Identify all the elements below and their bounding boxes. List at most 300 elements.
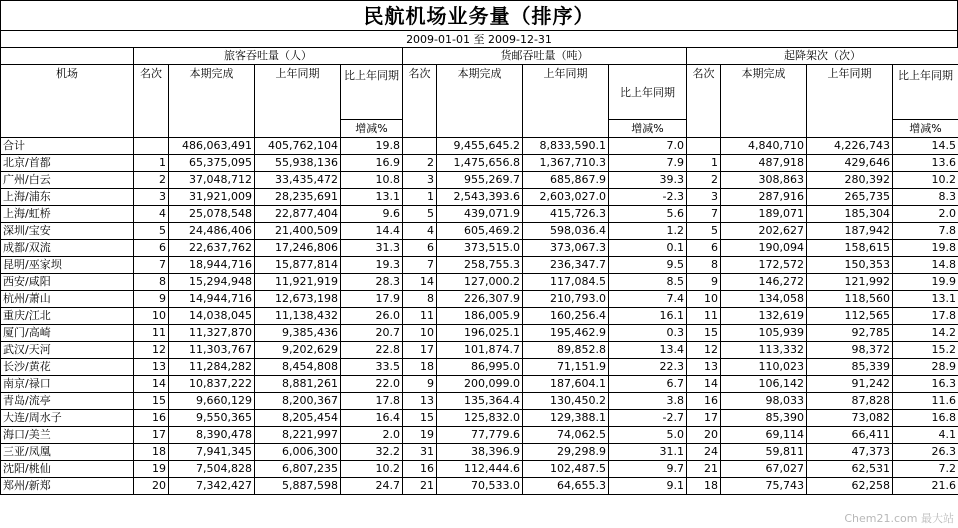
cargo-lastyear-cell: 1,367,710.3 [523,155,609,172]
passenger-change-cell: 17.8 [341,393,403,410]
passenger-current-cell: 486,063,491 [169,138,255,155]
flights-rank-cell: 15 [687,325,721,342]
cargo-rank-cell: 1 [403,189,437,206]
cargo-compare-header: 比上年同期 [609,65,687,120]
cargo-current-cell: 200,099.0 [437,376,523,393]
flights-lastyear-cell: 4,226,743 [807,138,893,155]
flights-current-cell: 146,272 [721,274,807,291]
airport-header: 机场 [1,65,134,138]
passenger-change-cell: 2.0 [341,427,403,444]
cargo-rank-cell: 5 [403,206,437,223]
flights-lastyear-cell: 62,531 [807,461,893,478]
cargo-lastyear-cell: 102,487.5 [523,461,609,478]
cargo-lastyear-cell: 187,604.1 [523,376,609,393]
table-row [1,223,958,240]
flights-lastyear-cell: 66,411 [807,427,893,444]
cargo-rank-header: 名次 [403,65,437,138]
passenger-lastyear-cell: 55,938,136 [255,155,341,172]
flights-change-cell: 28.9 [893,359,958,376]
cargo-current-cell: 439,071.9 [437,206,523,223]
airport-name-cell: 上海/虹桥 [1,206,134,223]
cargo-current-cell: 1,475,656.8 [437,155,523,172]
passenger-lastyear-cell: 21,400,509 [255,223,341,240]
table-row [1,427,958,444]
airport-name-cell: 武汉/天河 [1,342,134,359]
passenger-pct-header: 增减% [341,120,403,138]
cargo-lastyear-cell: 71,151.9 [523,359,609,376]
flights-change-cell: 17.8 [893,308,958,325]
flights-rank-cell: 9 [687,274,721,291]
table-row [1,325,958,342]
passenger-current-cell: 37,048,712 [169,172,255,189]
table-row [1,308,958,325]
cargo-change-cell: 7.9 [609,155,687,172]
airport-name-cell: 南京/禄口 [1,376,134,393]
passenger-change-cell: 26.0 [341,308,403,325]
passenger-rank-cell: 18 [134,444,169,461]
flights-lastyear-cell: 98,372 [807,342,893,359]
passenger-group-header: 旅客吞吐量（人） [134,48,403,65]
cargo-rank-cell: 31 [403,444,437,461]
passenger-lastyear-cell: 8,221,997 [255,427,341,444]
passenger-current-cell: 9,660,129 [169,393,255,410]
cargo-current-cell: 127,000.2 [437,274,523,291]
cargo-current-cell: 9,455,645.2 [437,138,523,155]
flights-change-cell: 14.8 [893,257,958,274]
flights-lastyear-header: 上年同期 [807,65,893,138]
passenger-current-cell: 7,342,427 [169,478,255,495]
cargo-rank-cell: 13 [403,393,437,410]
passenger-change-cell: 16.9 [341,155,403,172]
passenger-rank-cell: 15 [134,393,169,410]
cargo-change-cell: 3.8 [609,393,687,410]
passenger-rank-cell: 10 [134,308,169,325]
cargo-current-cell: 125,832.0 [437,410,523,427]
passenger-rank-cell: 20 [134,478,169,495]
cargo-pct-header: 增减% [609,120,687,138]
passenger-change-cell: 22.8 [341,342,403,359]
passenger-lastyear-cell: 8,454,808 [255,359,341,376]
cargo-rank-cell: 3 [403,172,437,189]
cargo-lastyear-cell: 130,450.2 [523,393,609,410]
passenger-rank-cell: 3 [134,189,169,206]
cargo-change-cell: 1.2 [609,223,687,240]
passenger-lastyear-cell: 33,435,472 [255,172,341,189]
flights-rank-cell: 24 [687,444,721,461]
flights-lastyear-cell: 280,392 [807,172,893,189]
cargo-change-cell: 0.1 [609,240,687,257]
passenger-current-cell: 22,637,762 [169,240,255,257]
passenger-change-cell: 10.2 [341,461,403,478]
passenger-current-cell: 10,837,222 [169,376,255,393]
passenger-current-cell: 14,944,716 [169,291,255,308]
table-row [1,240,958,257]
passenger-current-cell: 65,375,095 [169,155,255,172]
table-row [1,410,958,427]
cargo-lastyear-cell: 210,793.0 [523,291,609,308]
cargo-change-cell: 13.4 [609,342,687,359]
airport-name-cell: 厦门/高崎 [1,325,134,342]
passenger-change-cell: 33.5 [341,359,403,376]
airport-name-cell: 大连/周水子 [1,410,134,427]
flights-lastyear-cell: 265,735 [807,189,893,206]
table-row [1,393,958,410]
airport-name-cell: 杭州/萧山 [1,291,134,308]
flights-rank-cell: 6 [687,240,721,257]
cargo-lastyear-cell: 2,603,027.0 [523,189,609,206]
table-row [1,291,958,308]
cargo-rank-cell: 6 [403,240,437,257]
flights-current-cell: 110,023 [721,359,807,376]
table-row [1,189,958,206]
cargo-current-cell: 86,995.0 [437,359,523,376]
table-row [1,478,958,495]
flights-current-header: 本期完成 [721,65,807,138]
flights-lastyear-cell: 47,373 [807,444,893,461]
cargo-rank-cell: 2 [403,155,437,172]
airport-name-cell: 成都/双流 [1,240,134,257]
cargo-change-cell: -2.3 [609,189,687,206]
flights-current-cell: 105,939 [721,325,807,342]
flights-rank-header: 名次 [687,65,721,138]
passenger-current-cell: 15,294,948 [169,274,255,291]
cargo-rank-cell: 14 [403,274,437,291]
passenger-current-cell: 11,303,767 [169,342,255,359]
flights-current-cell: 4,840,710 [721,138,807,155]
cargo-lastyear-header: 上年同期 [523,65,609,138]
flights-change-cell: 13.1 [893,291,958,308]
table-row [1,138,958,155]
airport-name-cell: 郑州/新郑 [1,478,134,495]
flights-change-cell: 10.2 [893,172,958,189]
flights-change-cell: 14.5 [893,138,958,155]
passenger-rank-cell: 13 [134,359,169,376]
flights-lastyear-cell: 85,339 [807,359,893,376]
flights-change-cell: 13.6 [893,155,958,172]
table-row [1,359,958,376]
cargo-lastyear-cell: 74,062.5 [523,427,609,444]
flights-change-cell: 7.8 [893,223,958,240]
passenger-rank-cell: 11 [134,325,169,342]
cargo-current-cell: 605,469.2 [437,223,523,240]
flights-lastyear-cell: 158,615 [807,240,893,257]
cargo-change-cell: 8.5 [609,274,687,291]
flights-lastyear-cell: 185,304 [807,206,893,223]
cargo-rank-cell: 19 [403,427,437,444]
passenger-current-cell: 7,504,828 [169,461,255,478]
cargo-rank-cell: 10 [403,325,437,342]
flights-change-cell: 2.0 [893,206,958,223]
passenger-current-cell: 11,327,870 [169,325,255,342]
flights-lastyear-cell: 429,646 [807,155,893,172]
cargo-change-cell: 0.3 [609,325,687,342]
airport-name-cell: 海口/美兰 [1,427,134,444]
table-row [1,461,958,478]
airport-name-cell: 青岛/流亭 [1,393,134,410]
cargo-current-cell: 2,543,393.6 [437,189,523,206]
flights-change-cell: 7.2 [893,461,958,478]
cargo-current-cell: 112,444.6 [437,461,523,478]
airport-traffic-table [0,47,958,495]
passenger-lastyear-cell: 8,881,261 [255,376,341,393]
passenger-lastyear-cell: 8,200,367 [255,393,341,410]
passenger-rank-cell: 4 [134,206,169,223]
passenger-change-cell: 19.8 [341,138,403,155]
cargo-rank-cell: 7 [403,257,437,274]
cargo-lastyear-cell: 195,462.9 [523,325,609,342]
flights-rank-cell: 2 [687,172,721,189]
passenger-change-cell: 13.1 [341,189,403,206]
passenger-change-cell: 24.7 [341,478,403,495]
cargo-change-cell: -2.7 [609,410,687,427]
passenger-lastyear-cell: 15,877,814 [255,257,341,274]
passenger-rank-cell [134,138,169,155]
cargo-current-cell: 373,515.0 [437,240,523,257]
table-row [1,206,958,223]
cargo-lastyear-cell: 236,347.7 [523,257,609,274]
cargo-group-header: 货邮吞吐量（吨） [403,48,687,65]
flights-rank-cell: 21 [687,461,721,478]
passenger-lastyear-cell: 22,877,404 [255,206,341,223]
flights-lastyear-cell: 87,828 [807,393,893,410]
table-row [1,444,958,461]
flights-change-cell: 16.8 [893,410,958,427]
airport-name-cell: 重庆/江北 [1,308,134,325]
cargo-change-cell: 9.1 [609,478,687,495]
passenger-change-cell: 32.2 [341,444,403,461]
flights-change-cell: 15.2 [893,342,958,359]
flights-change-cell: 14.2 [893,325,958,342]
flights-current-cell: 75,743 [721,478,807,495]
passenger-change-cell: 17.9 [341,291,403,308]
passenger-lastyear-cell: 17,246,806 [255,240,341,257]
airport-name-cell: 西安/咸阳 [1,274,134,291]
flights-change-cell: 4.1 [893,427,958,444]
cargo-current-cell: 226,307.9 [437,291,523,308]
airport-name-cell: 沈阳/桃仙 [1,461,134,478]
passenger-change-cell: 19.3 [341,257,403,274]
airport-name-cell: 北京/首都 [1,155,134,172]
cargo-current-cell: 38,396.9 [437,444,523,461]
cargo-rank-cell: 8 [403,291,437,308]
cargo-lastyear-cell: 373,067.3 [523,240,609,257]
flights-rank-cell: 10 [687,291,721,308]
flights-pct-header: 增减% [893,120,958,138]
cargo-current-cell: 955,269.7 [437,172,523,189]
flights-current-cell: 113,332 [721,342,807,359]
cargo-change-cell: 7.0 [609,138,687,155]
flights-current-cell: 134,058 [721,291,807,308]
cargo-current-header: 本期完成 [437,65,523,138]
passenger-current-cell: 24,486,406 [169,223,255,240]
passenger-rank-cell: 19 [134,461,169,478]
table-row [1,172,958,189]
cargo-current-cell: 101,874.7 [437,342,523,359]
cargo-rank-cell [403,138,437,155]
flights-current-cell: 106,142 [721,376,807,393]
passenger-lastyear-cell: 11,921,919 [255,274,341,291]
flights-rank-cell: 7 [687,206,721,223]
flights-current-cell: 172,572 [721,257,807,274]
airport-name-cell: 合计 [1,138,134,155]
cargo-change-cell: 9.5 [609,257,687,274]
cargo-change-cell: 7.4 [609,291,687,308]
passenger-lastyear-cell: 9,202,629 [255,342,341,359]
passenger-rank-cell: 17 [134,427,169,444]
cargo-lastyear-cell: 29,298.9 [523,444,609,461]
flights-group-header: 起降架次（次） [687,48,958,65]
flights-lastyear-cell: 91,242 [807,376,893,393]
date-range: 2009-01-01 至 2009-12-31 [0,30,958,47]
cargo-rank-cell: 17 [403,342,437,359]
flights-lastyear-cell: 73,082 [807,410,893,427]
airport-name-cell: 深圳/宝安 [1,223,134,240]
cargo-lastyear-cell: 160,256.4 [523,308,609,325]
flights-rank-cell: 8 [687,257,721,274]
passenger-current-cell: 14,038,045 [169,308,255,325]
cargo-rank-cell: 11 [403,308,437,325]
passenger-current-cell: 9,550,365 [169,410,255,427]
flights-current-cell: 132,619 [721,308,807,325]
flights-change-cell: 11.6 [893,393,958,410]
cargo-rank-cell: 15 [403,410,437,427]
cargo-lastyear-cell: 8,833,590.1 [523,138,609,155]
table-row [1,257,958,274]
flights-rank-cell: 17 [687,410,721,427]
cargo-lastyear-cell: 685,867.9 [523,172,609,189]
passenger-change-cell: 9.6 [341,206,403,223]
cargo-change-cell: 5.0 [609,427,687,444]
passenger-change-cell: 20.7 [341,325,403,342]
airport-name-cell: 上海/浦东 [1,189,134,206]
flights-current-cell: 287,916 [721,189,807,206]
flights-change-cell: 21.6 [893,478,958,495]
flights-lastyear-cell: 112,565 [807,308,893,325]
flights-current-cell: 308,863 [721,172,807,189]
cargo-lastyear-cell: 64,655.3 [523,478,609,495]
cargo-rank-cell: 18 [403,359,437,376]
passenger-rank-cell: 9 [134,291,169,308]
passenger-lastyear-cell: 405,762,104 [255,138,341,155]
passenger-compare-header: 比上年同期 [341,65,403,120]
flights-change-cell: 19.9 [893,274,958,291]
flights-lastyear-cell: 118,560 [807,291,893,308]
cargo-lastyear-cell: 89,852.8 [523,342,609,359]
passenger-change-cell: 31.3 [341,240,403,257]
flights-rank-cell: 5 [687,223,721,240]
passenger-rank-cell: 8 [134,274,169,291]
passenger-lastyear-cell: 9,385,436 [255,325,341,342]
report-title: 民航机场业务量（排序） [0,0,958,30]
table-row [1,376,958,393]
cargo-change-cell: 39.3 [609,172,687,189]
passenger-rank-cell: 12 [134,342,169,359]
cargo-current-cell: 135,364.4 [437,393,523,410]
flights-rank-cell: 11 [687,308,721,325]
passenger-rank-cell: 7 [134,257,169,274]
flights-lastyear-cell: 121,992 [807,274,893,291]
passenger-current-cell: 18,944,716 [169,257,255,274]
passenger-rank-cell: 5 [134,223,169,240]
flights-rank-cell: 3 [687,189,721,206]
cargo-current-cell: 70,533.0 [437,478,523,495]
airport-name-cell: 广州/白云 [1,172,134,189]
passenger-lastyear-cell: 6,807,235 [255,461,341,478]
cargo-rank-cell: 16 [403,461,437,478]
site-watermark: Chem21.com 最大站 [844,512,954,525]
flights-current-cell: 69,114 [721,427,807,444]
flights-current-cell: 487,918 [721,155,807,172]
cargo-current-cell: 196,025.1 [437,325,523,342]
airport-header-top [1,48,134,65]
passenger-rank-cell: 6 [134,240,169,257]
airport-name-cell: 长沙/黄花 [1,359,134,376]
flights-current-cell: 190,094 [721,240,807,257]
passenger-lastyear-header: 上年同期 [255,65,341,138]
cargo-current-cell: 186,005.9 [437,308,523,325]
passenger-current-cell: 31,921,009 [169,189,255,206]
table-row [1,342,958,359]
flights-rank-cell: 1 [687,155,721,172]
cargo-change-cell: 6.7 [609,376,687,393]
cargo-lastyear-cell: 129,388.1 [523,410,609,427]
cargo-change-cell: 5.6 [609,206,687,223]
flights-rank-cell [687,138,721,155]
cargo-rank-cell: 4 [403,223,437,240]
cargo-lastyear-cell: 117,084.5 [523,274,609,291]
flights-current-cell: 189,071 [721,206,807,223]
flights-rank-cell: 12 [687,342,721,359]
airport-name-cell: 三亚/凤凰 [1,444,134,461]
passenger-rank-cell: 14 [134,376,169,393]
cargo-lastyear-cell: 415,726.3 [523,206,609,223]
flights-change-cell: 8.3 [893,189,958,206]
flights-rank-cell: 20 [687,427,721,444]
passenger-rank-cell: 1 [134,155,169,172]
passenger-lastyear-cell: 11,138,432 [255,308,341,325]
flights-lastyear-cell: 62,258 [807,478,893,495]
passenger-rank-cell: 16 [134,410,169,427]
cargo-rank-cell: 9 [403,376,437,393]
cargo-lastyear-cell: 598,036.4 [523,223,609,240]
passenger-current-cell: 8,390,478 [169,427,255,444]
passenger-lastyear-cell: 6,006,300 [255,444,341,461]
flights-current-cell: 85,390 [721,410,807,427]
cargo-change-cell: 9.7 [609,461,687,478]
flights-lastyear-cell: 92,785 [807,325,893,342]
flights-change-cell: 19.8 [893,240,958,257]
flights-compare-header: 比上年同期 [893,65,958,120]
table-body [1,138,958,495]
cargo-change-cell: 16.1 [609,308,687,325]
flights-rank-cell: 18 [687,478,721,495]
cargo-current-cell: 77,779.6 [437,427,523,444]
flights-current-cell: 67,027 [721,461,807,478]
flights-rank-cell: 16 [687,393,721,410]
passenger-lastyear-cell: 8,205,454 [255,410,341,427]
cargo-current-cell: 258,755.3 [437,257,523,274]
flights-change-cell: 26.3 [893,444,958,461]
passenger-lastyear-cell: 5,887,598 [255,478,341,495]
passenger-rank-header: 名次 [134,65,169,138]
flights-rank-cell: 13 [687,359,721,376]
flights-current-cell: 59,811 [721,444,807,461]
table-row [1,274,958,291]
flights-current-cell: 202,627 [721,223,807,240]
flights-current-cell: 98,033 [721,393,807,410]
flights-lastyear-cell: 187,942 [807,223,893,240]
cargo-rank-cell: 21 [403,478,437,495]
